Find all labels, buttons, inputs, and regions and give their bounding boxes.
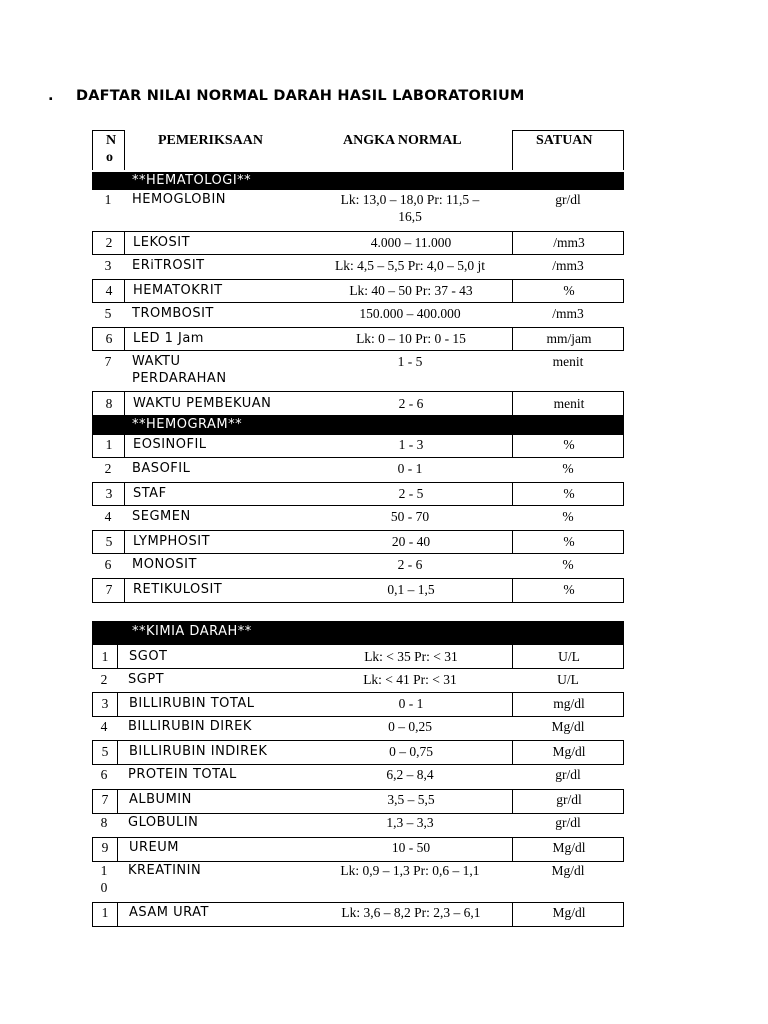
- row-value: 4.000 – 11.000: [370, 235, 452, 250]
- table-row: [92, 351, 624, 391]
- table-row: [92, 669, 624, 693]
- row-no: 9: [101, 840, 109, 855]
- row-name: WAKTU PEMBEKUAN: [133, 396, 272, 411]
- header-satuan: SATUAN: [536, 133, 593, 148]
- row-unit: gr/dl: [555, 767, 581, 782]
- row-value: Lk: 0 – 10 Pr: 0 - 15: [356, 331, 466, 346]
- row-name: STAF: [133, 486, 167, 501]
- row-no: 4: [104, 509, 112, 524]
- row-name: PROTEIN TOTAL: [128, 767, 237, 782]
- section-hematologi: [92, 172, 624, 190]
- row-no: 5: [101, 744, 109, 759]
- row-value: 3,5 – 5,5: [387, 792, 435, 807]
- table-row: [92, 231, 624, 255]
- row-no: 5: [105, 534, 113, 549]
- table-row: [92, 814, 624, 838]
- row-value: 6,2 – 8,4: [386, 767, 434, 782]
- header-no-line1: N: [106, 133, 117, 148]
- table-row: [92, 862, 624, 902]
- row-name: HEMATOKRIT: [133, 283, 223, 298]
- table-row: [92, 765, 624, 789]
- row-name: ALBUMIN: [129, 792, 192, 807]
- row-value: Lk: < 35 Pr: < 31: [364, 649, 458, 664]
- row-no: 1: [100, 863, 108, 878]
- row-name: EOSINOFIL: [133, 437, 207, 452]
- row-unit: %: [563, 437, 575, 452]
- row-value: 1,3 – 3,3: [386, 815, 434, 830]
- row-unit: %: [563, 486, 575, 501]
- table-row: [92, 530, 624, 554]
- row-unit: mg/dl: [553, 696, 585, 711]
- table-row: [92, 717, 624, 741]
- row-unit: menit: [553, 396, 585, 411]
- header-no-line2: o: [106, 150, 113, 165]
- table-row: [92, 644, 624, 669]
- row-value: Lk: 13,0 – 18,0 Pr: 11,5 –: [340, 192, 480, 207]
- row-name: SGPT: [128, 672, 165, 687]
- row-value: 1 - 3: [398, 437, 424, 452]
- row-no: 1: [101, 649, 109, 664]
- row-no: 6: [105, 331, 113, 346]
- table-row: [92, 789, 624, 814]
- row-no: 7: [101, 792, 109, 807]
- row-unit: %: [563, 582, 575, 597]
- header-angka-normal: ANGKA NORMAL: [343, 133, 462, 148]
- row-unit: %: [563, 534, 575, 549]
- row-name: WAKTU: [132, 354, 181, 369]
- row-unit: Mg/dl: [552, 905, 586, 920]
- row-name: SGOT: [129, 649, 168, 664]
- row-unit: mm/jam: [546, 331, 592, 346]
- row-value: 0 – 0,75: [389, 744, 433, 759]
- row-value: 2 - 6: [398, 396, 424, 411]
- section-hemogram: [92, 416, 624, 434]
- row-value: 0 – 0,25: [388, 719, 432, 734]
- row-unit: Mg/dl: [552, 840, 586, 855]
- row-no: 4: [100, 719, 108, 734]
- row-name: KREATININ: [128, 863, 202, 878]
- row-no: 5: [104, 306, 112, 321]
- row-name: ERiTROSIT: [132, 258, 205, 273]
- row-no-line2: 0: [100, 880, 108, 895]
- table-row: [92, 191, 624, 227]
- row-unit: /mm3: [553, 235, 585, 250]
- row-no: 7: [104, 354, 112, 369]
- row-no: 3: [101, 696, 109, 711]
- row-unit: Mg/dl: [551, 863, 585, 878]
- table-row: [92, 740, 624, 765]
- row-value: 2 - 5: [398, 486, 424, 501]
- row-value: 1 - 5: [397, 354, 423, 369]
- row-no: 3: [105, 486, 113, 501]
- row-no: 6: [100, 767, 108, 782]
- row-no: 1: [104, 192, 112, 207]
- row-value: 0 - 1: [398, 696, 424, 711]
- row-unit: gr/dl: [556, 792, 582, 807]
- row-value: Lk: 4,5 – 5,5 Pr: 4,0 – 5,0 jt: [334, 258, 485, 273]
- row-name: BASOFIL: [132, 461, 191, 476]
- row-value: 2 - 6: [397, 557, 423, 572]
- row-name-line2: PERDARAHAN: [132, 371, 227, 386]
- row-no: 1: [101, 905, 109, 920]
- row-no: 8: [105, 396, 113, 411]
- row-name: LEKOSIT: [133, 235, 191, 250]
- section-kimia-darah: [92, 621, 624, 644]
- row-value: 10 - 50: [391, 840, 431, 855]
- table-row: [92, 391, 624, 416]
- row-value: Lk: 40 – 50 Pr: 37 - 43: [349, 283, 473, 298]
- row-no: 6: [104, 557, 112, 572]
- table-row: [92, 255, 624, 279]
- row-no: 2: [100, 672, 108, 687]
- row-no: 8: [100, 815, 108, 830]
- row-value: 0,1 – 1,5: [387, 582, 435, 597]
- row-name: RETIKULOSIT: [133, 582, 223, 597]
- header-pemeriksaan: PEMERIKSAAN: [158, 133, 264, 148]
- table-row: [92, 692, 624, 717]
- row-no: 1: [105, 437, 113, 452]
- section-label: **HEMATOLOGI**: [132, 173, 252, 188]
- row-name: BILLIRUBIN TOTAL: [129, 696, 255, 711]
- row-name: GLOBULIN: [128, 815, 199, 830]
- row-unit: %: [563, 283, 575, 298]
- row-value-line2: 16,5: [398, 209, 422, 224]
- row-unit: gr/dl: [555, 815, 581, 830]
- row-unit: U/L: [558, 649, 580, 664]
- row-name: HEMOGLOBIN: [132, 192, 227, 207]
- row-name: BILLIRUBIN INDIREK: [129, 744, 268, 759]
- section-label: **HEMOGRAM**: [132, 417, 243, 432]
- table-row: [92, 506, 624, 530]
- row-value: Lk: 3,6 – 8,2 Pr: 2,3 – 6,1: [341, 905, 481, 920]
- row-unit: /mm3: [552, 306, 584, 321]
- table-row: [92, 458, 624, 482]
- row-name: ASAM URAT: [129, 905, 209, 920]
- row-no: 7: [105, 582, 113, 597]
- row-name: LYMPHOSIT: [133, 534, 211, 549]
- row-unit: Mg/dl: [551, 719, 585, 734]
- row-no: 4: [105, 283, 113, 298]
- document-title: [48, 88, 525, 104]
- row-no: 2: [105, 235, 113, 250]
- row-unit: menit: [552, 354, 584, 369]
- row-value: 20 - 40: [391, 534, 431, 549]
- row-unit: /mm3: [552, 258, 584, 273]
- row-unit: Mg/dl: [552, 744, 586, 759]
- row-name: UREUM: [129, 840, 179, 855]
- row-name: BILLIRUBIN DIREK: [128, 719, 252, 734]
- table-row: [92, 279, 624, 303]
- table-row: [92, 482, 624, 506]
- row-name: TROMBOSIT: [132, 306, 214, 321]
- row-value: 50 - 70: [390, 509, 430, 524]
- row-unit: %: [562, 509, 574, 524]
- row-value: 0 - 1: [397, 461, 423, 476]
- row-unit: %: [562, 557, 574, 572]
- row-no: 3: [104, 258, 112, 273]
- row-no: 2: [104, 461, 112, 476]
- table-row: [92, 837, 624, 862]
- row-unit: U/L: [557, 672, 579, 687]
- row-value: Lk: 0,9 – 1,3 Pr: 0,6 – 1,1: [340, 863, 480, 878]
- section-label: **KIMIA DARAH**: [132, 624, 252, 639]
- row-value: Lk: < 41 Pr: < 31: [363, 672, 457, 687]
- title-text: DAFTAR NILAI NORMAL DARAH HASIL LABORATORIUM: [76, 88, 525, 104]
- title-prefix: .: [48, 88, 54, 104]
- table-row: [92, 434, 624, 458]
- row-name: SEGMEN: [132, 509, 191, 524]
- row-value: 150.000 – 400.000: [359, 306, 461, 321]
- row-name: MONOSIT: [132, 557, 197, 572]
- table-row: [92, 327, 624, 351]
- table-row: [92, 303, 624, 327]
- table-row: [92, 902, 624, 927]
- table-row: [92, 578, 624, 603]
- table-row: [92, 554, 624, 578]
- row-name: LED 1 Jam: [133, 331, 204, 346]
- row-unit: gr/dl: [555, 192, 581, 207]
- row-unit: %: [562, 461, 574, 476]
